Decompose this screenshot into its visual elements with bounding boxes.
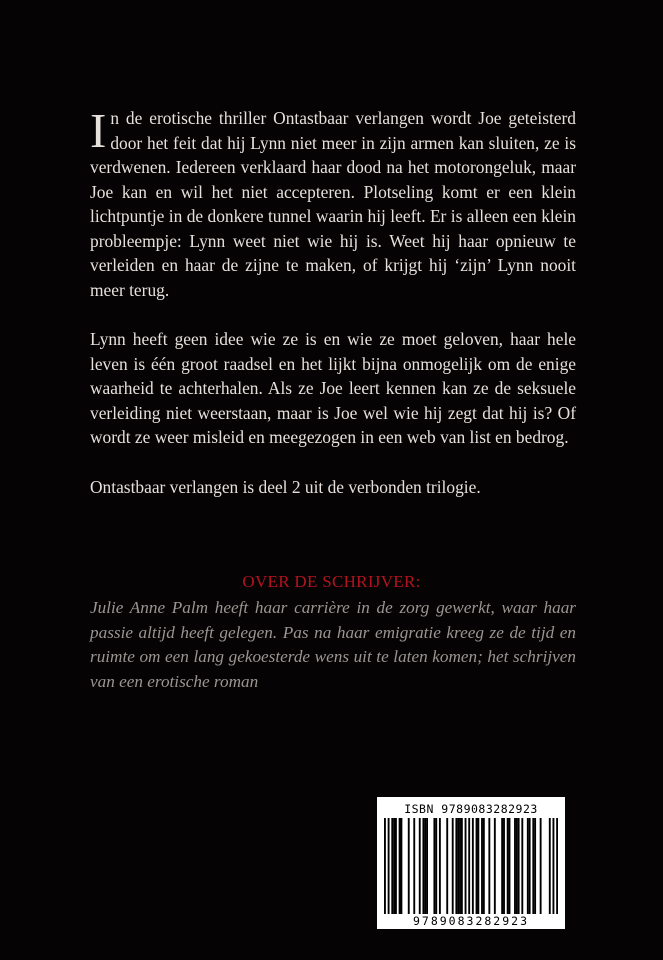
barcode-bar bbox=[481, 818, 483, 914]
barcode-bar bbox=[457, 818, 459, 914]
about-author-heading: OVER DE SCHRIJVER: bbox=[242, 572, 421, 591]
barcode-bar bbox=[503, 818, 505, 914]
barcode-bar bbox=[422, 818, 424, 914]
barcode-bar bbox=[509, 818, 511, 914]
barcode-bar bbox=[468, 818, 470, 914]
barcode-bar bbox=[424, 818, 426, 914]
barcode-bar bbox=[384, 818, 386, 914]
barcode-bar bbox=[527, 818, 529, 914]
barcode-bar bbox=[455, 818, 457, 914]
barcode-bar bbox=[553, 818, 555, 914]
drop-cap: I bbox=[90, 103, 107, 158]
barcode-bar bbox=[388, 818, 390, 914]
barcode-bar bbox=[476, 818, 478, 914]
barcode-bar bbox=[494, 818, 496, 914]
barcode-bar bbox=[452, 818, 454, 914]
about-author-text: Julie Anne Palm heeft haar carrière in de zorg gewerkt, waar haar passie altijd heeft gelegen. Pas na haar emigratie kreeg ze de tijd en ruimte om een lang gekoesterde wens uit te laten komen; het schrijven van een erotische roman bbox=[90, 598, 576, 691]
blurb-paragraph-3: Ontastbaar verlangen is deel 2 uit de verbonden trilogie. bbox=[90, 476, 481, 497]
barcode-bar bbox=[461, 818, 463, 914]
barcode-bar bbox=[459, 818, 461, 914]
barcode-bar bbox=[435, 818, 437, 914]
barcode-bar bbox=[507, 818, 509, 914]
barcode-bar bbox=[399, 818, 401, 914]
blurb-paragraph-2: Lynn heeft geen idee wie ze is en wie ze moet geloven, haar hele leven is één groot raadsel en het lijkt bijna onmogelijk om de enige waarheid te achterhalen. Als ze Joe leert kennen kan ze de seksuele verleiding niet weerstaan, maar is Joe wel wie hij zegt dat hij is? Of wordt ze weer misleid en meegezogen in een web van list en bedrog. bbox=[90, 329, 576, 447]
isbn-label: ISBN 9789083282923 bbox=[404, 802, 538, 816]
isbn-digits: 9789083282923 bbox=[412, 914, 529, 928]
barcode-bar bbox=[465, 818, 467, 914]
isbn-barcode bbox=[377, 797, 565, 929]
barcode-bar bbox=[446, 818, 448, 914]
barcode-bars bbox=[384, 818, 558, 914]
barcode-bar bbox=[516, 818, 518, 914]
barcode-bar bbox=[408, 818, 410, 914]
barcode-bar bbox=[501, 818, 503, 914]
blurb-paragraph-1-text: n de erotische thriller Ontastbaar verlangen wordt Joe geteisterd door het feit dat hij Lynn niet meer in zijn armen kan sluiten, ze is verdwenen. Iedereen verklaard haar dood na het motorongeluk, maar Joe kan en wil het niet accepteren. Plotseling komt er een klein lichtpuntje in de donkere tunnel waarin hij leeft. Er is alleen een klein probleempje: Lynn weet niet wie hij is. Weet hij haar opnieuw te verleiden en haar de zijne te maken, of krijgt hij ‘zijn’ Lynn nooit meer terug. bbox=[90, 108, 576, 300]
barcode-bar bbox=[426, 818, 428, 914]
barcode-bar bbox=[521, 818, 523, 914]
barcode-bar bbox=[400, 818, 402, 914]
barcode-bar bbox=[433, 818, 435, 914]
barcode-bar bbox=[391, 818, 393, 914]
barcode-bar bbox=[514, 818, 516, 914]
barcode-bar bbox=[488, 818, 490, 914]
barcode-bar bbox=[395, 818, 397, 914]
back-cover-blurb bbox=[90, 103, 576, 524]
barcode-bar bbox=[529, 818, 531, 914]
barcode-bar bbox=[472, 818, 474, 914]
barcode-bar bbox=[540, 818, 542, 914]
barcode-bar bbox=[413, 818, 415, 914]
barcode-bar bbox=[532, 818, 534, 914]
barcode-bar bbox=[393, 818, 395, 914]
barcode-bar bbox=[477, 818, 479, 914]
barcode-bar bbox=[483, 818, 485, 914]
barcode-bar bbox=[518, 818, 520, 914]
blurb-paragraph-1 bbox=[90, 103, 576, 302]
barcode-bar bbox=[534, 818, 536, 914]
barcode-bar bbox=[549, 818, 551, 914]
barcode-bar bbox=[419, 818, 421, 914]
barcode-bar bbox=[556, 818, 558, 914]
barcode-bar bbox=[439, 818, 441, 914]
